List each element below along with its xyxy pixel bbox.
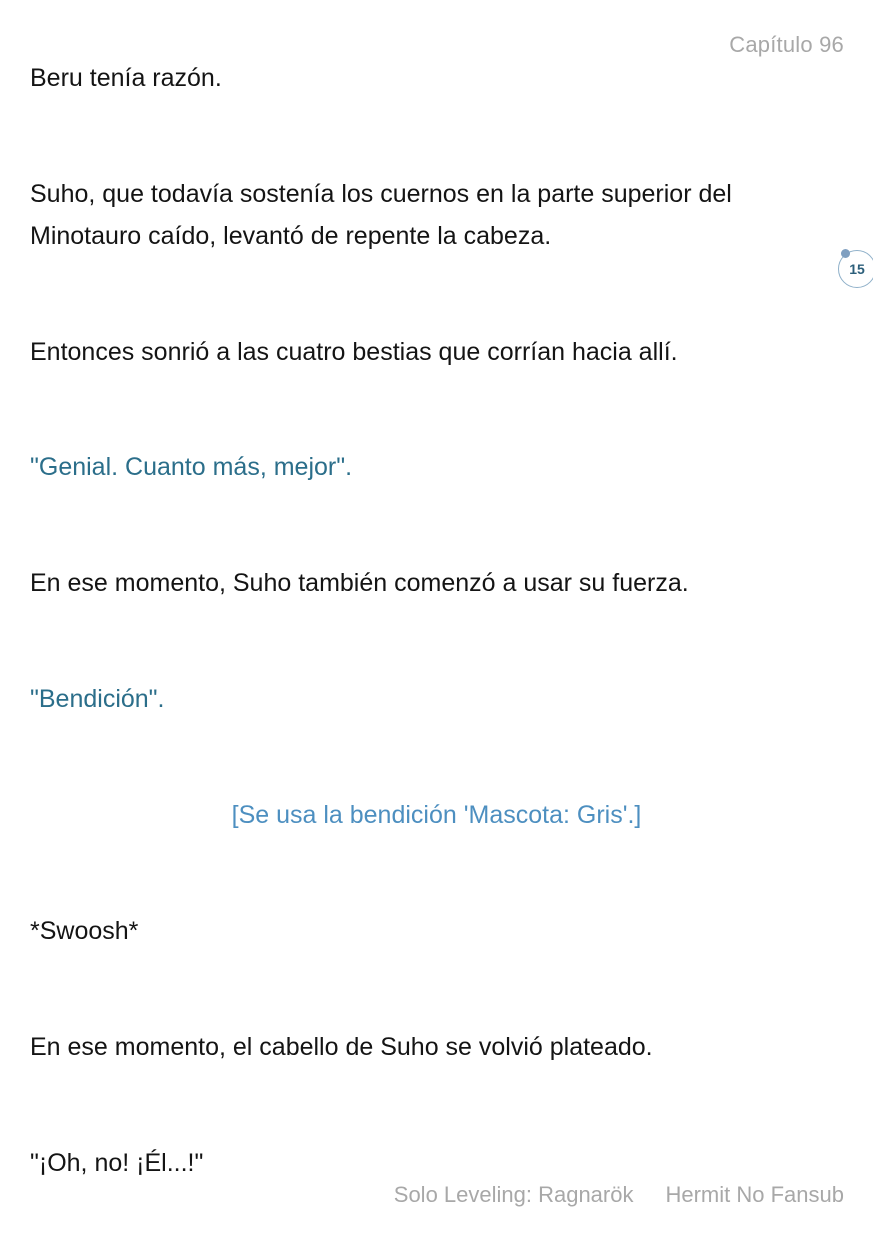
paragraph-narration: Suho, que todavía sostenía los cuernos en la parte superior del Minotauro caído, levantó de repente la cabeza. [30, 180, 732, 250]
page-footer [394, 1182, 844, 1208]
progress-dot-icon [841, 249, 850, 258]
paragraph-narration: *Swoosh* [30, 917, 139, 945]
paragraph-narration: En ese momento, Suho también comenzó a usar su fuerza. [30, 569, 689, 597]
paragraph-narration: Beru tenía razón. [30, 64, 222, 92]
paragraph-system-message: [Se usa la bendición 'Mascota: Gris'.] [231, 801, 642, 829]
translator-credit: Hermit No Fansub [665, 1182, 844, 1207]
paragraph-dialogue: "Bendición". [30, 685, 165, 713]
paragraph-narration: "¡Oh, no! ¡Él...!" [30, 1149, 204, 1177]
paragraph-narration: En ese momento, el cabello de Suho se volvió plateado. [30, 1033, 653, 1061]
chapter-title: Capítulo 96 [729, 32, 844, 57]
paragraph-dialogue: "Genial. Cuanto más, mejor". [30, 453, 353, 481]
page-number-badge[interactable]: 15 [838, 250, 873, 288]
novel-title: Solo Leveling: Ragnarök [393, 1182, 634, 1207]
paragraph-narration: Entonces sonrió a las cuatro bestias que corrían hacia allí. [30, 338, 678, 366]
